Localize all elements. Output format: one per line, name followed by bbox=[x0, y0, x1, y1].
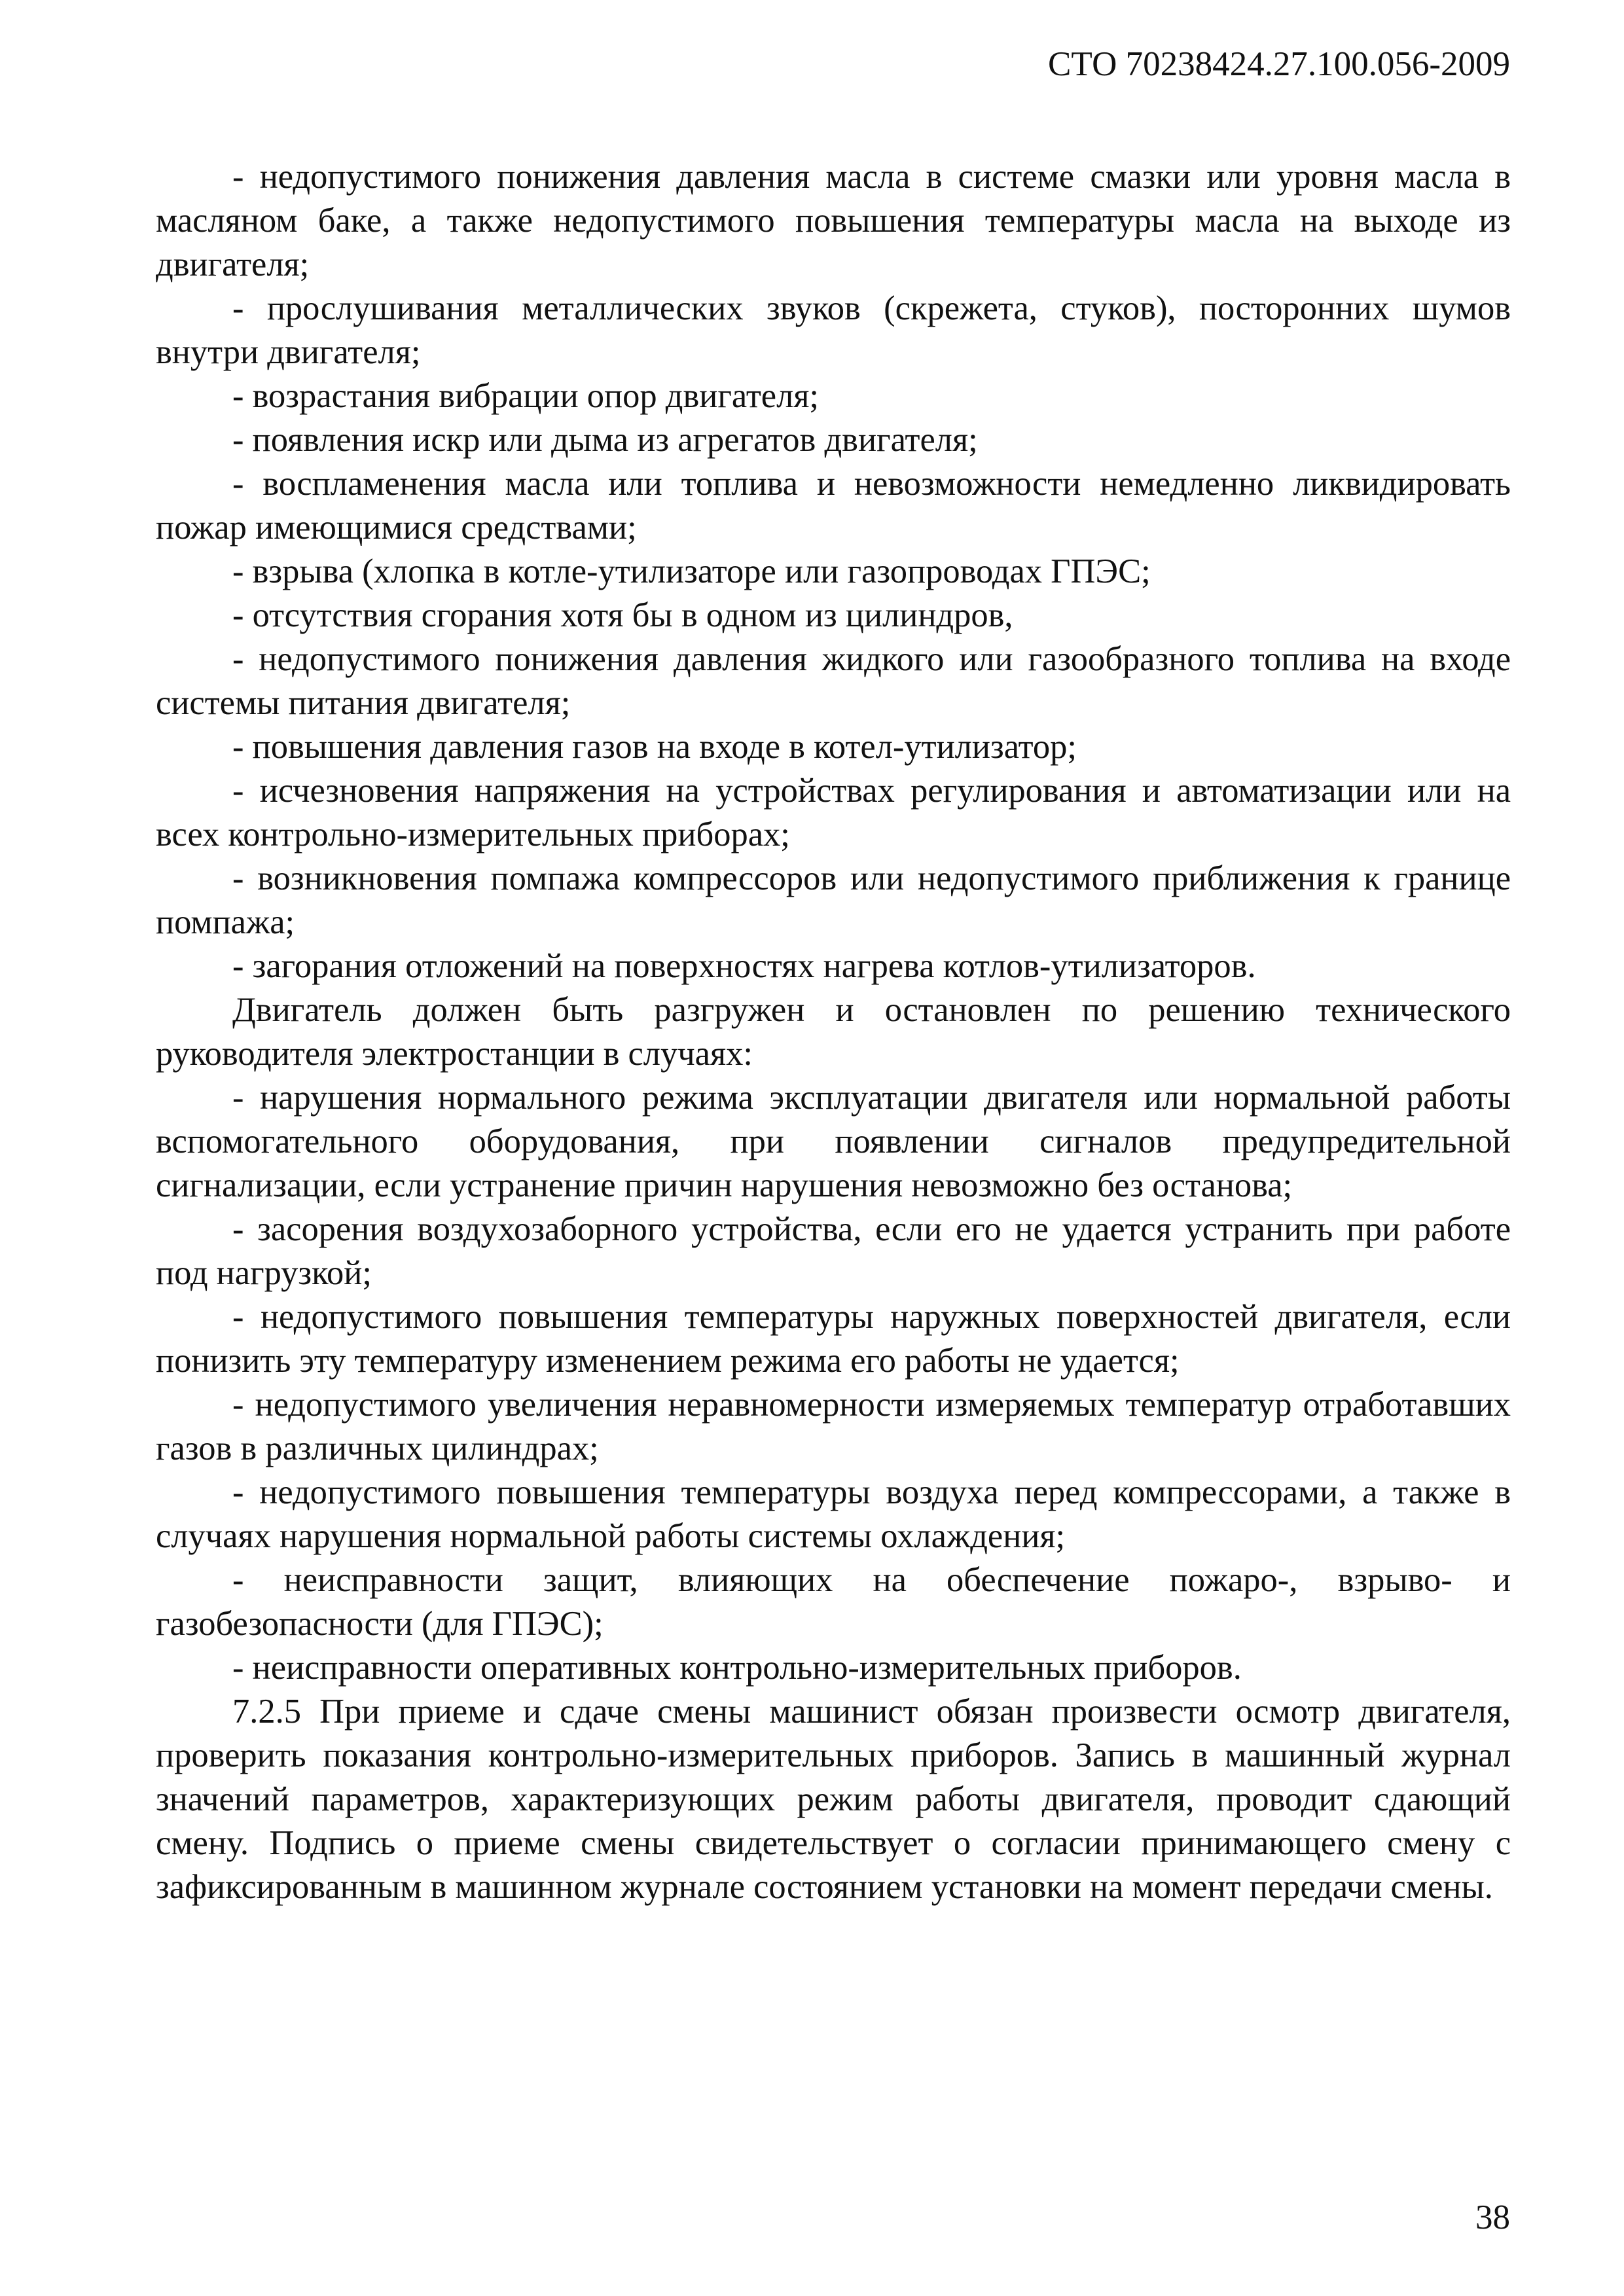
list-item: - нарушения нормального режима эксплуатации двигателя или нормальной работы вспомогательного оборудования, при появлении сигналов предупредительной сигнализации, если устранение причин нарушения невозможно без останова; bbox=[156, 1079, 1511, 1204]
list-item: - недопустимого повышения температуры наружных поверхностей двигателя, если понизить эту температуру изменением режима его работы не удается; bbox=[156, 1298, 1511, 1380]
section-paragraph-7-2-5: 7.2.5 При приеме и сдаче смены машинист обязан произвести осмотр двигателя, проверить показания контрольно-измерительных приборов. Запись в машинный журнал значений параметров, характеризующих режим работы двигателя, проводит сдающий смену. Подпись о приеме смены свидетельствует о согласии принимающего смену с зафиксированным в машинном журнале состоянием установки на момент передачи смены. bbox=[156, 1693, 1511, 1906]
list-item: - неисправности защит, влияющих на обеспечение пожаро-, взрыво- и газобезопасности (для ГПЭС); bbox=[156, 1561, 1511, 1643]
list-item: - загорания отложений на поверхностях нагрева котлов-утилизаторов. bbox=[232, 947, 1256, 985]
body-paragraph: Двигатель должен быть разгружен и остановлен по решению технического руководителя электростанции в случаях: bbox=[156, 991, 1511, 1073]
list-item: - возникновения помпажа компрессоров или недопустимого приближения к границе помпажа; bbox=[156, 859, 1511, 941]
list-item: - недопустимого увеличения неравномерности измеряемых температур отработавших газов в различных цилиндрах; bbox=[156, 1386, 1511, 1467]
document-code: СТО 70238424.27.100.056-2009 bbox=[1048, 45, 1510, 83]
list-item: - засорения воздухозаборного устройства, если его не удается устранить при работе под нагрузкой; bbox=[156, 1210, 1511, 1292]
list-item: - недопустимого понижения давления жидкого или газообразного топлива на входе системы питания двигателя; bbox=[156, 640, 1511, 722]
list-item: - взрыва (хлопка в котле-утилизаторе или газопроводах ГПЭС; bbox=[232, 552, 1151, 590]
page-body bbox=[156, 155, 1511, 1909]
page-number: 38 bbox=[1475, 2198, 1510, 2236]
list-item: - недопустимого повышения температуры воздуха перед компрессорами, а также в случаях нарушения нормальной работы системы охлаждения; bbox=[156, 1473, 1511, 1555]
list-item: - повышения давления газов на входе в котел-утилизатор; bbox=[232, 728, 1077, 766]
list-item: - воспламенения масла или топлива и невозможности немедленно ликвидировать пожар имеющимися средствами; bbox=[156, 465, 1511, 547]
list-item: - прослушивания металлических звуков (скрежета, стуков), посторонних шумов внутри двигателя; bbox=[156, 289, 1511, 371]
list-item: - отсутствия сгорания хотя бы в одном из цилиндров, bbox=[232, 596, 1013, 634]
list-item: - возрастания вибрации опор двигателя; bbox=[232, 377, 820, 415]
list-item: - появления искр или дыма из агрегатов двигателя; bbox=[232, 421, 978, 459]
list-item: - неисправности оперативных контрольно-измерительных приборов. bbox=[232, 1649, 1242, 1687]
list-item: - исчезновения напряжения на устройствах регулирования и автоматизации или на всех контрольно-измерительных приборах; bbox=[156, 772, 1511, 853]
list-item: - недопустимого понижения давления масла в системе смазки или уровня масла в масляном баке, а также недопустимого повышения температуры масла на выходе из двигателя; bbox=[156, 158, 1511, 283]
